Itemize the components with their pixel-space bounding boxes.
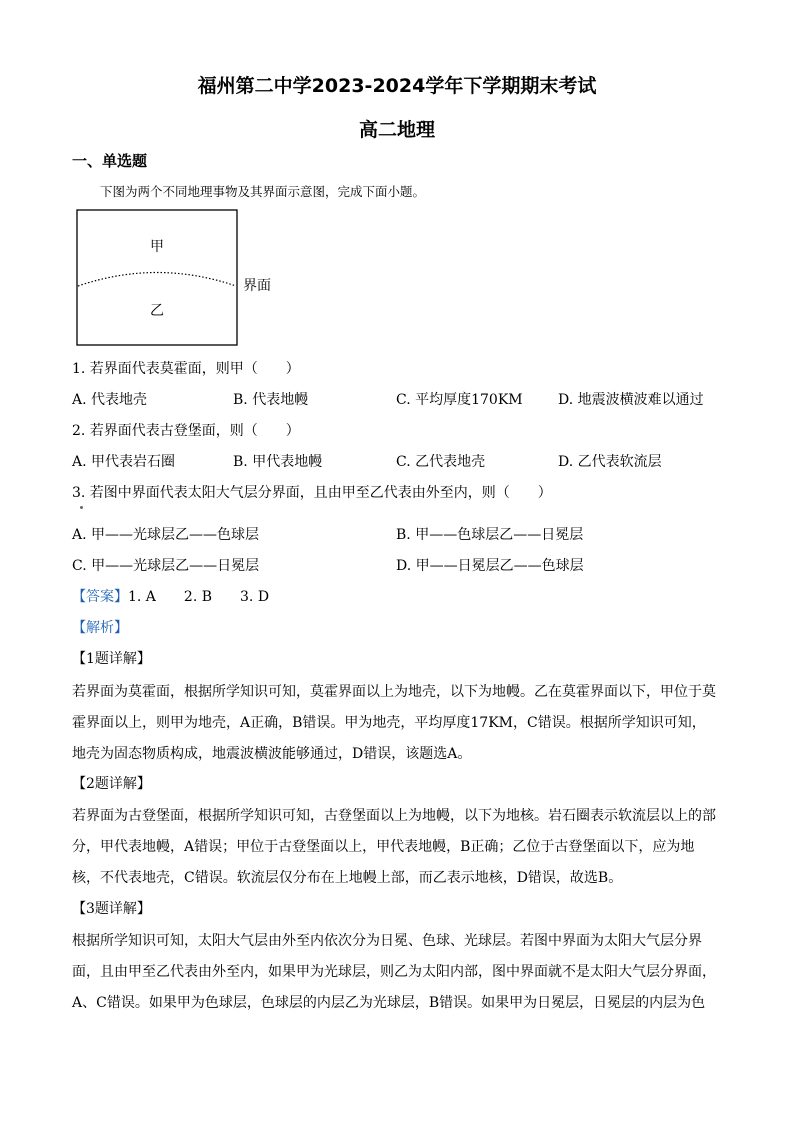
section-heading: 一、单选题 [72,152,148,170]
question-3-option-d: D. 甲——日冕层乙——色球层 [396,558,584,574]
question-2-stem: 2. 若界面代表古登堡面，则（ ） [72,423,300,439]
detail-3-heading: 【3题详解】 [72,901,151,917]
stray-dot [80,506,83,509]
question-2-option-c: C. 乙代表地壳 [396,454,486,470]
layer-top-label: 甲 [150,239,164,255]
detail-1-line: 若界面为莫霍面，根据所学知识可知，莫霍界面以上为地壳，以下为地幔。乙在莫霍界面以下，甲位于莫 [72,684,716,700]
intro-text: 下图为两个不同地理事物及其界面示意图，完成下面小题。 [100,184,426,199]
diagram-frame [77,210,237,345]
analysis-label: 【解析】 [72,620,128,636]
detail-3-line: A、C错误。如果甲为色球层，色球层的内层乙为光球层，B错误。如果甲为日冕层，日冕层的内层为色 [72,995,706,1011]
question-1-option-b: B. 代表地幔 [233,392,309,408]
detail-1-heading: 【1题详解】 [72,651,151,667]
question-2-option-a: A. 甲代表岩石圈 [72,454,176,470]
interface-diagram [76,209,306,353]
detail-1-line: 地壳为固态物质构成，地震波横波能够通过，D错误，该题选A。 [72,746,472,762]
layer-bottom-label: 乙 [150,303,164,319]
page-title: 福州第二中学2023-2024学年下学期期末考试 [197,75,597,97]
detail-3-line: 面，且由甲至乙代表由外至内，如果甲为光球层，则乙为太阳内部，图中界面就不是太阳大气层分界面， [72,964,716,980]
detail-2-heading: 【2题详解】 [72,776,151,792]
question-1-option-a: A. 代表地壳 [72,392,148,408]
interface-label: 界面 [243,278,271,294]
interface-diagram-svg [76,209,306,349]
question-2-option-d: D. 乙代表软流层 [558,454,662,470]
detail-2-line: 核，不代表地壳，C错误。软流层仅分布在上地幔上部，而乙表示地核，D错误，故选B。 [72,870,623,886]
detail-2-line: 分，甲代表地幔，A错误；甲位于古登堡面以上，甲代表地幔，B正确；乙位于古登堡面以下，应为地 [72,839,695,855]
question-3-option-c: C. 甲——光球层乙——日冕层 [72,558,260,574]
question-2-option-b: B. 甲代表地幔 [233,454,323,470]
question-1-stem: 1. 若界面代表莫霍面，则甲（ ） [72,361,300,377]
question-3-option-a: A. 甲——光球层乙——色球层 [72,527,260,543]
page-subtitle: 高二地理 [358,119,435,141]
detail-3-line: 根据所学知识可知，太阳大气层由外至内依次分为日冕、色球、光球层。若图中界面为太阳大气层分界 [72,933,702,949]
answer-line [72,588,269,606]
detail-2-line: 若界面为古登堡面，根据所学知识可知，古登堡面以上为地幔，以下为地核。岩石圈表示软流层以上的部 [72,808,716,824]
detail-1-line: 霍界面以上，则甲为地壳，A正确，B错误。甲为地壳，平均厚度17KM，C错误。根据所学知识可知， [72,715,706,731]
question-3-stem: 3. 若图中界面代表太阳大气层分界面，且由甲至乙代表由外至内，则（ ） [72,485,552,501]
question-3-option-b: B. 甲——色球层乙——日冕层 [396,527,584,543]
answer-text: 1. A 2. B 3. D [128,589,270,605]
answer-label: 【答案】 [72,589,128,605]
question-1-option-d: D. 地震波横波难以通过 [558,392,704,408]
question-1-option-c: C. 平均厚度170KM [396,392,523,408]
